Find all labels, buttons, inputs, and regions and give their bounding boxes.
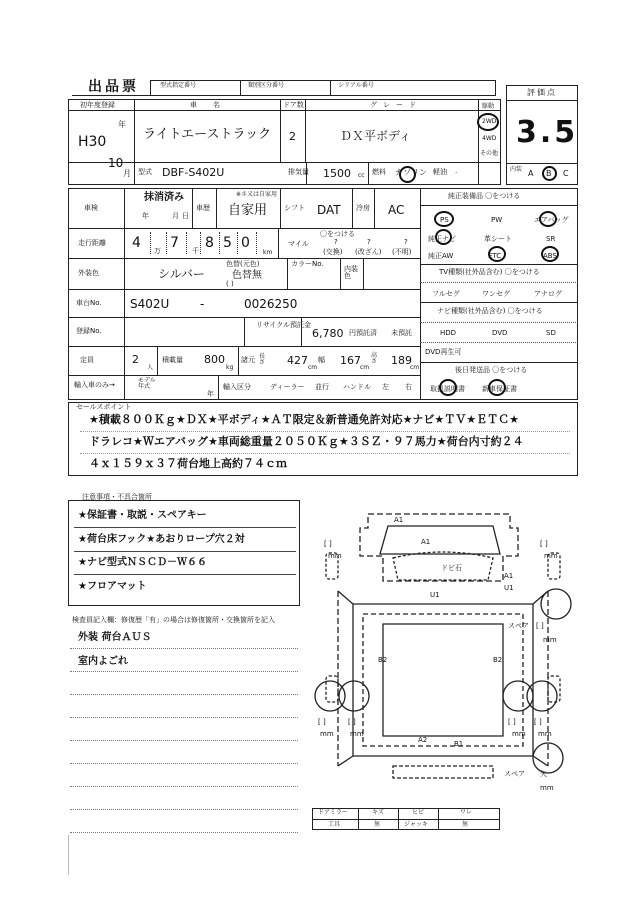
col-line [280,188,281,228]
load-unit: kg [226,364,234,371]
col-line [374,188,375,228]
mark-b1: B1 [454,740,464,748]
import-right: 右 [405,383,412,391]
interior-b: B [546,169,552,178]
mileage-check: ? [334,238,338,246]
mileage-digit: 8 [205,235,214,251]
wid-unit: cm [360,364,370,371]
color-change-label: 色替(元色) [226,260,260,268]
mm-label: mm [328,552,342,560]
spare-value: 矢 [540,770,547,778]
color-no-label: カラーNo. [291,260,324,268]
model-value: DBF-S402U [162,166,225,179]
col-line [192,188,193,228]
mileage-circle-note: 〇をつける [320,230,355,238]
docs-header: 後日発送品 〇をつける [455,366,528,374]
interior-a: A [528,169,534,178]
drive-other: その他 [480,150,499,157]
col-line [287,258,288,289]
note-rule [74,527,296,528]
displacement-value: 1500 [323,167,351,180]
score-divider [506,100,578,101]
digit-sep [150,232,151,254]
navi-header: ナビ種類(社外品含む) 〇をつける [437,307,543,315]
car-name-label: 車名 [190,101,236,109]
col-line [340,258,341,289]
mm-label: [ ] [508,718,516,726]
cooling-label: 冷房 [356,204,370,212]
inspection-value: 抹消済み [144,192,184,203]
note-line: ★荷台床フック★あおりロープ穴２対 [78,534,245,545]
tv-fullseg: フルセグ [432,290,460,298]
opt-ps: PS [440,216,449,224]
col-line [305,99,306,162]
recycle-unpaid: 未預託 [391,329,412,337]
note-line: ★保証書・取説・スペアキー [78,510,207,521]
opt-circle [539,211,557,227]
inspector-rule [70,740,298,741]
digit-sep [237,232,238,254]
title-underline [72,95,152,96]
fuel-label: 燃料 [372,168,386,176]
row-line [420,362,578,363]
interior-circle [542,166,557,181]
mark-windshield: ドビ石 [441,564,462,572]
sales-underline [80,431,570,432]
sales-points-label: セールスポイント [76,403,132,411]
serial-number-label: シリアル番号 [338,82,374,89]
mm-label: [ ] [318,718,326,726]
mm-label: mm [350,730,364,738]
model-year-suffix: 年 [207,390,214,398]
mileage-unit: km [263,249,273,256]
mileage-check: ? [404,238,408,246]
mark-b2-right: B2 [493,656,503,664]
mileage-unknown: (不明) [392,248,412,256]
opt-pw: PW [491,216,503,224]
table-header: ワレ [460,809,473,816]
import-handle: ハンドル [343,383,371,391]
fuel-dot: . [455,167,458,175]
digit-sep [219,232,220,254]
row-line [420,282,578,283]
tv-analog: アナログ [534,290,562,298]
inspector-rule [70,832,298,833]
cooling-value: AC [388,203,405,217]
drive-label: 駆動 [482,103,495,110]
interior-label: 内装 [510,166,523,173]
note-line: ★ナビ型式ＮＳＣＤ－Ｗ６６ [78,557,207,568]
displacement-label: 排気量 [288,168,309,176]
table-cell: 無 [462,821,469,828]
row-line [420,322,578,323]
score-label: 評価点 [527,88,557,97]
mark-a1-top: A1 [394,516,404,524]
sales-line: ★積載８００Ｋｇ★ＤＸ★平ボディ★ＡＴ限定＆新普通免許対応★ナビ★ＴＶ★ＥＴＣ★ [89,413,520,426]
col-line [358,808,359,830]
inspection-label: 車検 [84,204,98,212]
doors-label: ドア数 [283,101,304,109]
color-change-value: 色替無 [232,270,262,281]
docs-circle [439,379,457,396]
spare-label: スペア [504,770,525,778]
opt-circle [434,211,454,227]
fuel-gasoline: ガソリン [395,168,427,177]
mark-a2: A2 [418,736,428,744]
year-suffix: 年 [118,120,126,129]
spare-label: スペア [508,622,529,630]
drive-2wd: 2WD [482,118,497,125]
row-line [420,302,578,303]
color-change-paren: ( ) [226,280,234,288]
mm-label: mm [512,730,526,738]
inspector-line: 室内よごれ [78,656,128,667]
header-line [68,110,501,111]
len-value: 427 [287,354,308,367]
inspection-day: 日 [182,212,189,220]
inspection-year: 年 [142,212,149,220]
row-line [68,289,420,290]
shift-label: シフト [284,204,305,212]
mm-label: mm [538,730,552,738]
row-line [68,375,420,376]
col-line [124,188,125,375]
navi-dvd: DVD [492,329,508,337]
usage-label: 車歴 [196,204,210,212]
usage-value: 自家用 [228,203,268,218]
fuel-circle [399,166,416,183]
color-label: 外装色 [78,269,99,277]
chassis-model: S402U [130,297,170,311]
opt-abs: ABS [543,252,557,260]
mm-label: mm [320,730,334,738]
import-parallel: 並行 [315,383,329,391]
table-header: ヒビ [412,809,425,816]
mark-a1-roof: A1 [421,538,431,546]
opt-navi: 純正ナビ [428,235,456,243]
mileage-mile: マイル [288,240,309,248]
dim-label: 諸元 [241,356,255,364]
drive-circle [477,113,499,131]
hgt-value: 189 [391,354,412,367]
interior-c: C [563,169,569,178]
inspector-rule [70,809,298,810]
form-title: 出品票 [88,79,139,95]
col-line [420,188,421,400]
month-suffix: 月 [123,169,131,178]
notes-label: 注意事項・不具合箇所 [82,493,152,501]
docs-manual: 取扱説明書 [430,385,465,393]
options-header: 純正装備品 〇をつける [448,192,521,200]
inspector-rule [70,694,298,695]
mileage-man: 万 [154,247,161,255]
col-line [301,317,302,346]
chassis-number: 0026250 [244,297,298,311]
shift-value: DAT [317,203,341,217]
sales-line: ドラレコ★Ｗエアバッグ★車両総重量２０５０Ｋｇ★３ＳＺ・９７馬力★荷台内寸約２４ [89,435,524,448]
mm-label: [ ] [536,622,544,630]
hgt-label: 高さ [371,352,378,365]
type-designation-label: 型式指定番号 [160,82,197,89]
opt-sr: SR [546,235,556,243]
mileage-digit: 7 [170,235,179,251]
mileage-digit: 5 [223,235,232,251]
note-rule [74,551,296,552]
col-line [157,346,158,375]
col-line [278,228,279,258]
recycle-label: リサイクル預託金 [256,321,312,329]
opt-airbag: エアバッグ [534,216,569,224]
col-line [368,162,369,185]
inspector-rule [70,648,298,649]
color-value: シルバー [158,267,205,281]
row-line [420,264,578,265]
category-number-label: 類別区分番号 [248,82,285,89]
note-line: ★フロアマット [78,581,147,592]
mileage-digit: 4 [132,235,141,251]
import-left: 左 [382,383,389,391]
id-divider [330,80,331,96]
mark-b2-left: B2 [378,656,388,664]
mm-label: [ ] [534,718,542,726]
len-label: 長さ [259,353,266,366]
load-value: 800 [204,353,225,366]
mm-label: mm [540,784,554,792]
chassis-dash: - [200,297,205,311]
opt-circle [541,246,559,262]
fuel-diesel: 軽油 [433,168,447,176]
opt-etc: ETC [488,252,502,260]
mm-label: [ ] [324,540,332,548]
inspector-rule [70,763,298,764]
len-unit: cm [308,364,318,371]
col-line [244,317,245,346]
id-strip [150,80,496,96]
col-line [134,99,135,185]
inspection-month: 月 [172,212,179,220]
note-rule [74,574,296,575]
tv-oneseg: ワンセグ [482,290,510,298]
table-cell: 無 [374,821,381,828]
wid-value: 167 [340,354,361,367]
row-line [420,205,578,206]
import-kubun: 輸入区分 [223,383,251,391]
car-name-value: ライトエーストラック [143,127,272,142]
col-line [352,188,353,228]
usage-note: ※ネ又は自家用 [236,191,278,198]
docs-circle [488,379,506,396]
col-line [124,375,125,400]
col-line [398,808,399,830]
first-reg-label: 初年度登録 [80,101,115,109]
hgt-unit: cm [410,364,420,371]
col-line [280,99,281,162]
capacity-label: 定員 [80,356,94,364]
opt-leather: 革シート [484,235,512,243]
interior-color-label: 内装色 [344,265,358,280]
digit-sep [256,232,257,254]
col-line [478,99,479,185]
opt-circle [435,229,452,245]
mark-u1: U1 [430,591,440,599]
model-label: 型式 [138,168,152,176]
mark-a1-side: A1 [504,572,514,580]
col-line [218,375,219,400]
digit-sep [200,232,201,254]
inspector-rule [70,717,298,718]
margin-line [68,835,69,875]
grade-value: ＤＸ平ボディ [340,129,412,143]
mark-u1-side: U1 [504,584,514,592]
row-line [420,342,578,343]
sales-underline [80,453,570,454]
table-header: キズ [372,809,384,816]
navi-hdd: HDD [440,329,457,337]
mileage-check: ? [367,238,371,246]
chassis-label: 車台No. [76,299,102,307]
row-line [68,162,501,163]
grade-label: グレード [370,101,422,109]
row-line [312,819,500,820]
inspector-rule [70,786,298,787]
first-reg-month: 10 [108,156,124,170]
navi-sd: SD [546,329,556,337]
capacity-unit: 人 [147,364,154,371]
import-label: 輸入車のみ→ [74,381,115,389]
digit-sep [166,232,167,254]
navi-dvd-play: DVD再生可 [425,348,462,356]
sales-line: ４ｘ１５９ｘ３７荷台地上高約７４ｃｍ [89,457,287,470]
mm-label: mm [543,636,557,644]
table-header: ドアミラー [318,809,348,816]
tv-header: TV種類(社外品含む) 〇をつける [439,268,540,276]
wid-label: 幅 [318,356,325,364]
inspector-rule [70,671,298,672]
col-line [216,188,217,228]
id-divider [240,80,241,96]
load-label: 積載量 [162,356,183,364]
col-line [363,258,364,289]
row-line [68,258,420,259]
import-dealer: ディーラー [270,383,305,391]
opt-circle [488,246,506,262]
score-value: 3.5 [516,115,579,150]
inspector-line: 外装 荷台ＡＵＳ [78,632,152,643]
table-cell: 工具 [328,821,341,828]
reg-label: 登録No. [76,327,102,335]
row-line [68,228,420,229]
col-line [238,346,239,375]
table-cell: ジャッキ [404,821,428,828]
inspector-label: 検査員記入欄：修復歴「有」の場合は修復箇所・交換箇所を記入 [72,616,275,624]
row-line [68,346,420,347]
mileage-exchange: (交換) [323,248,343,256]
col-line [438,808,439,830]
mm-label: [ ] [540,540,548,548]
first-reg-year: H30 [78,134,107,150]
doors-value: 2 [289,130,296,143]
mm-label: [ ] [348,718,356,726]
recycle-value: 6,780 [312,327,344,340]
mm-label: mm [544,552,558,560]
docs-warranty: 新車保証書 [482,385,517,393]
mileage-sen: 千 [192,247,199,255]
capacity-value: 2 [132,353,139,366]
truck-diagram [308,496,608,806]
opt-aw: 純正AW [428,252,454,260]
recycle-paid: 円預託済 [349,329,377,337]
displacement-unit: cc [358,172,365,179]
model-year-label: モデル年式 [138,377,156,390]
mileage-tampered: (改ざん) [355,248,382,256]
mileage-digit: 0 [241,235,250,251]
mileage-label: 走行距離 [78,239,106,247]
drive-4wd: 4WD [482,135,497,142]
digit-sep [186,232,187,254]
